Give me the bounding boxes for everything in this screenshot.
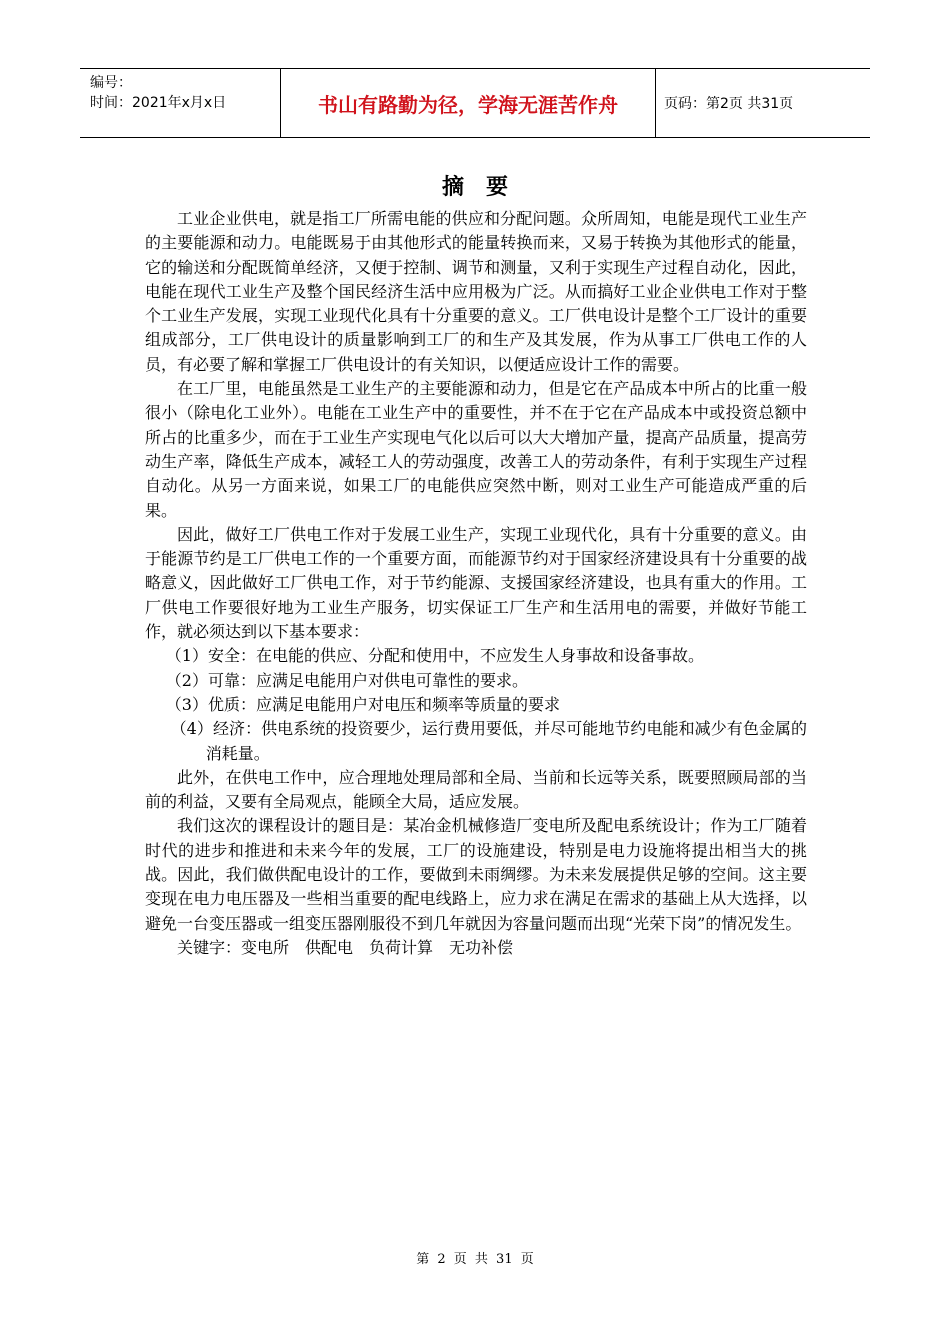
header-motto: 书山有路勤为径，学海无涯苦作舟 bbox=[318, 92, 618, 117]
paragraph: 在工厂里，电能虽然是工业生产的主要能源和动力，但是它在产品成本中所占的比重一般很小（除电化工业外）。电能在工业生产中的重要性，并不在于它在产品成本中或投资总额中所占的比重多少，而在于工业生产实现电气化以后可以大大增加产量，提高产品质量，提高劳动生产率，降低生产成本，减轻工人的劳动强度，改善工人的劳动条件，有利于实现生产过程自动化。从另一方面来说，如果工厂的电能供应突然中断，则对工业生产可能造成严重的后果。 bbox=[145, 379, 807, 520]
paragraph: 工业企业供电，就是指工厂所需电能的供应和分配问题。众所周知，电能是现代工业生产的主要能源和动力。电能既易于由其他形式的能量转换而来，又易于转换为其他形式的能量，它的输送和分配既简单经济，又便于控制、调节和测量，又利于实现生产过程自动化，因此，电能在现代工业生产及整个国民经济生活中应用极为广泛。从而搞好工业企业供电工作对于整个工业生产发展，实现工业现代化具有十分重要的意义。工厂供电设计是整个工厂设计的重要组成部分，工厂供电设计的质量影响到工厂的和生产及其发展，作为从事工厂供电工作的人员，有必要了解和掌握工厂供电设计的有关知识，以便适应设计工作的需要。 bbox=[145, 209, 807, 374]
requirement-item: （4）经济：供电系统的投资要少，运行费用要低，并尽可能地节约电能和减少有色金属的消耗量。 bbox=[170, 719, 807, 763]
page-header bbox=[80, 68, 870, 138]
document-number-label: 编号： bbox=[90, 75, 132, 91]
abstract-title: 摘要 bbox=[441, 175, 530, 200]
header-motto-cell bbox=[280, 69, 656, 137]
abstract-body bbox=[145, 207, 807, 960]
paragraph: 我们这次的课程设计的题目是：某冶金机械修造厂变电所及配电系统设计；作为工厂随着时代的进步和推进和未来今年的发展，工厂的设施建设，特别是电力设施将提出相当大的挑战。因此，我们做供配电设计的工作，要做到未雨绸缪。为未来发展提供足够的空间。这主要变现在电力电压器及一些相当重要的配电线路上，应力求在满足在需求的基础上从大选择，以避免一台变压器或一组变压器刚服役不到几年就因为容量问题而出现“光荣下岗”的情况发生。 bbox=[145, 816, 807, 933]
header-meta bbox=[80, 69, 280, 137]
requirement-item: （1）安全：在电能的供应、分配和使用中，不应发生人身事故和设备事故。 bbox=[165, 646, 704, 666]
paragraph: 因此，做好工厂供电工作对于发展工业生产，实现工业现代化，具有十分重要的意义。由于能源节约是工厂供电工作的一个重要方面，而能源节约对于国家经济建设具有十分重要的战略意义，因此做好工厂供电工作，对于节约能源、支援国家经济建设，也具有重大的作用。工厂供电工作要很好地为工业生产服务，切实保证工厂生产和生活用电的需要，并做好节能工作，就必须达到以下基本要求： bbox=[145, 524, 807, 642]
document-time-label: 时间：2021年x月x日 bbox=[90, 95, 227, 111]
page-footer: 第 2 页 共 31 页 bbox=[416, 1252, 534, 1267]
keywords-line: 关键字：变电所 供配电 负荷计算 无功补偿 bbox=[177, 937, 514, 957]
requirement-item: （2）可靠：应满足电能用户对供电可靠性的要求。 bbox=[165, 670, 528, 690]
header-page-info: 页码：第2页 共31页 bbox=[664, 96, 794, 112]
paragraph: 此外，在供电工作中，应合理地处理局部和全局、当前和长远等关系，既要照顾局部的当前的利益，又要有全局观点，能顾全大局，适应发展。 bbox=[145, 767, 807, 812]
requirement-item: （3）优质：应满足电能用户对电压和频率等质量的要求 bbox=[165, 694, 560, 714]
